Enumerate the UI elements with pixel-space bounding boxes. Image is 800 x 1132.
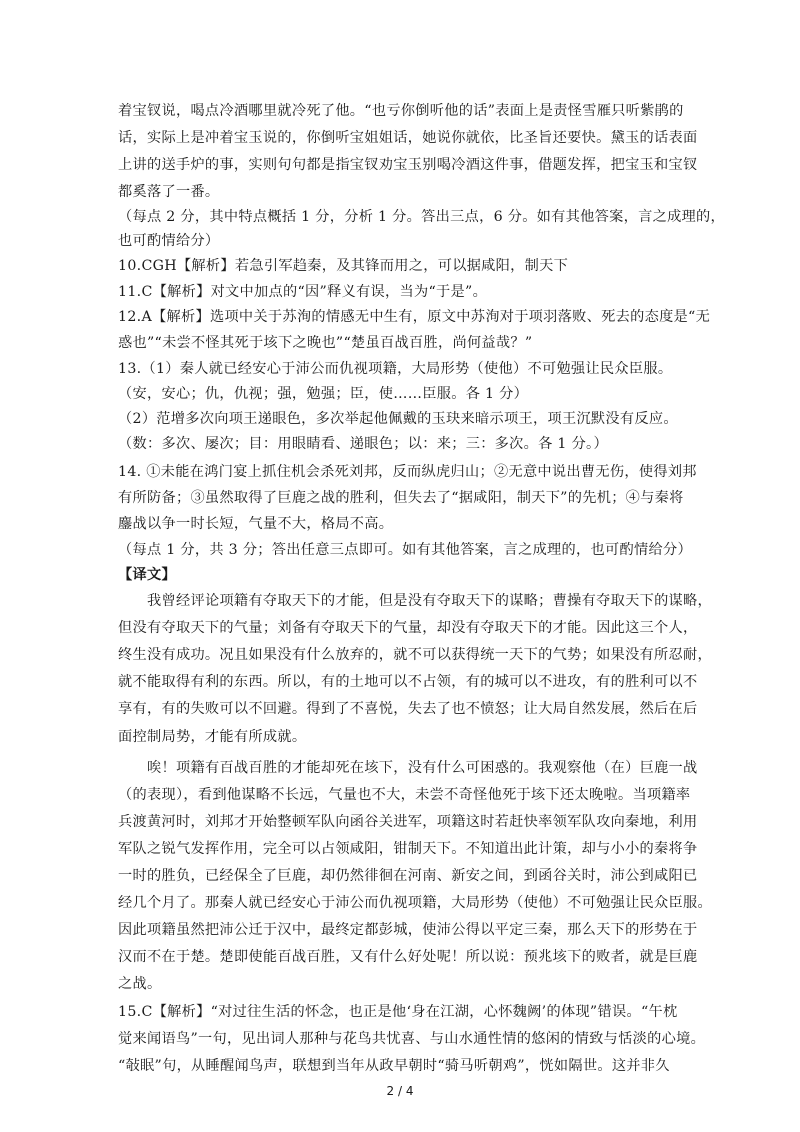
text-line: 着宝钗说，喝点冷酒哪里就冷死了他。“也亏你倒听他的话”表面上是责怪雪雁只听紫鹃的: [118, 103, 684, 119]
text-line: 觉来闻语鸟”一句，见出词人那种与花鸟共忧喜、与山水通性情的悠闲的情致与恬淡的心境。: [118, 1031, 706, 1047]
translation-line: 军队之锐气发挥作用，完全可以占领咸阳，钳制天下。不知道出此计策，却与小小的秦将争: [118, 841, 698, 857]
answer-12: 12.A【解析】选项中关于苏洵的情感无中生有，原文中苏洵对于项羽落败、死去的态度是“无: [118, 309, 711, 325]
text-line: 鏖战以争一时长短，气量不大，格局不高。: [118, 516, 394, 532]
text-line: 都奚落了一番。: [118, 184, 220, 200]
translation-line: 就不能取得有利的东西。所以，有的土地可以不占领，有的城可以不进攻，有的胜利可以不: [118, 674, 698, 690]
text-line: 上讲的送手炉的事，实则句句都是指宝钗劝宝玉别喝冷酒这件事，借题发挥，把宝玉和宝钗: [118, 157, 698, 173]
translation-line: 面控制局势，才能有所成就。: [118, 729, 307, 745]
text-line: 有所防备；③虽然取得了巨鹿之战的胜利，但失去了“据咸阳，制天下”的先机；④与秦将: [118, 490, 684, 506]
answer-14: 14. ①未能在鸿门宴上抓住机会杀死刘邦，反而纵虎归山；②无意中说出曹无伤，使得刘邦: [118, 464, 697, 480]
scoring-note: （每点 1 分，共 3 分；答出任意三点即可。如有其他答案，言之成理的，也可酌情给分）: [118, 542, 692, 558]
text-line: 惑也”“未尝不怪其死于垓下之晚也”“楚虽百战百胜，尚何益哉？”: [118, 335, 533, 351]
answer-13: 13.（1）秦人就已经安心于沛公而仇视项籍，大局形势（使他）不可勉强让民众臣服。: [118, 361, 673, 377]
answer-15: 15.C【解析】“对过往生活的怀念，也正是他‘身在江湖，心怀魏阙’的体现”错误。“午枕: [118, 1004, 678, 1020]
text-line: （2）范增多次向项王递眼色，多次举起他佩戴的玉玦来暗示项王，项王沉默没有反应。: [118, 411, 678, 427]
translation-line: 终生没有成功。况且如果没有什么放弃的，就不可以获得统一天下的气势；如果没有所忍耐，: [118, 647, 712, 663]
translation-line: 我曾经评论项籍有夺取天下的才能，但是没有夺取天下的谋略；曹操有夺取天下的谋略，: [147, 593, 713, 609]
translation-heading: 【译文】: [118, 567, 176, 583]
page-number: 2 / 4: [386, 1084, 414, 1098]
text-line: 话，实际上是冲着宝玉说的，你倒听宝姐姐话，她说你就依，比圣旨还要快。黛玉的话表面: [118, 130, 698, 146]
translation-line: 之战。: [118, 976, 162, 992]
translation-line: （的表现），看到他谋略不长远，气量也不大，未尝不奇怪他死于垓下还太晚啦。当项籍率: [118, 787, 691, 803]
translation-line: 唉！项籍有百战百胜的才能却死在垓下，没有什么可困惑的。我观察他（在）巨鹿一战: [147, 760, 698, 776]
scoring-note: 也可酌情给分）: [118, 233, 220, 249]
translation-line: 兵渡黄河时，刘邦才开始整顿军队向函谷关进军，项籍这时若赶快率领军队攻向秦地，利用: [118, 814, 698, 830]
translation-line: 汉而不在于楚。楚即使能百战百胜，又有什么好处呢！所以说：预兆垓下的败者，就是巨鹿: [118, 949, 698, 965]
answer-11: 11.C【解析】对文中加点的“因”释义有误，当为“于是”。: [118, 284, 488, 300]
translation-line: 一时的胜负，已经保全了巨鹿，却仍然徘徊在河南、新安之间，到函谷关时，沛公到咸阳已: [118, 868, 698, 884]
scoring-note: （每点 2 分，其中特点概括 1 分，分析 1 分。答出三点，6 分。如有其他答案，言之成理的，: [118, 209, 726, 225]
translation-line: 享有，有的失败可以不回避。得到了不喜悦，失去了也不愤怒；让大局自然发展，然后在后: [118, 701, 698, 717]
translation-line: 因此项籍虽然把沛公迁于汉中，最终定都彭城，使沛公得以平定三秦，那么天下的形势在于: [118, 922, 698, 938]
scoring-note: （数：多次、屡次；目：用眼睛看、递眼色；以：来；三：多次。各 1 分。）: [118, 436, 608, 452]
answer-10: 10.CGH【解析】若急引军趋秦，及其锋而用之，可以据咸阳，制天下: [118, 258, 569, 274]
scoring-note: （安，安心；仇，仇视；强，勉强；臣，使……臣服。各 1 分）: [118, 386, 529, 402]
translation-line: 但没有夺取天下的气量；刘备有夺取天下的气量，却没有夺取天下的才能。因此这三个人，: [118, 620, 698, 636]
text-line: “敧眠”句，从睡醒闻鸟声，联想到当年从政早朝时“骑马听朝鸡”，恍如隔世。这并非久: [118, 1058, 670, 1074]
translation-line: 经几个月了。那秦人就已经安心于沛公而仇视项籍，大局形势（使他）不可勉强让民众臣服。: [118, 895, 712, 911]
